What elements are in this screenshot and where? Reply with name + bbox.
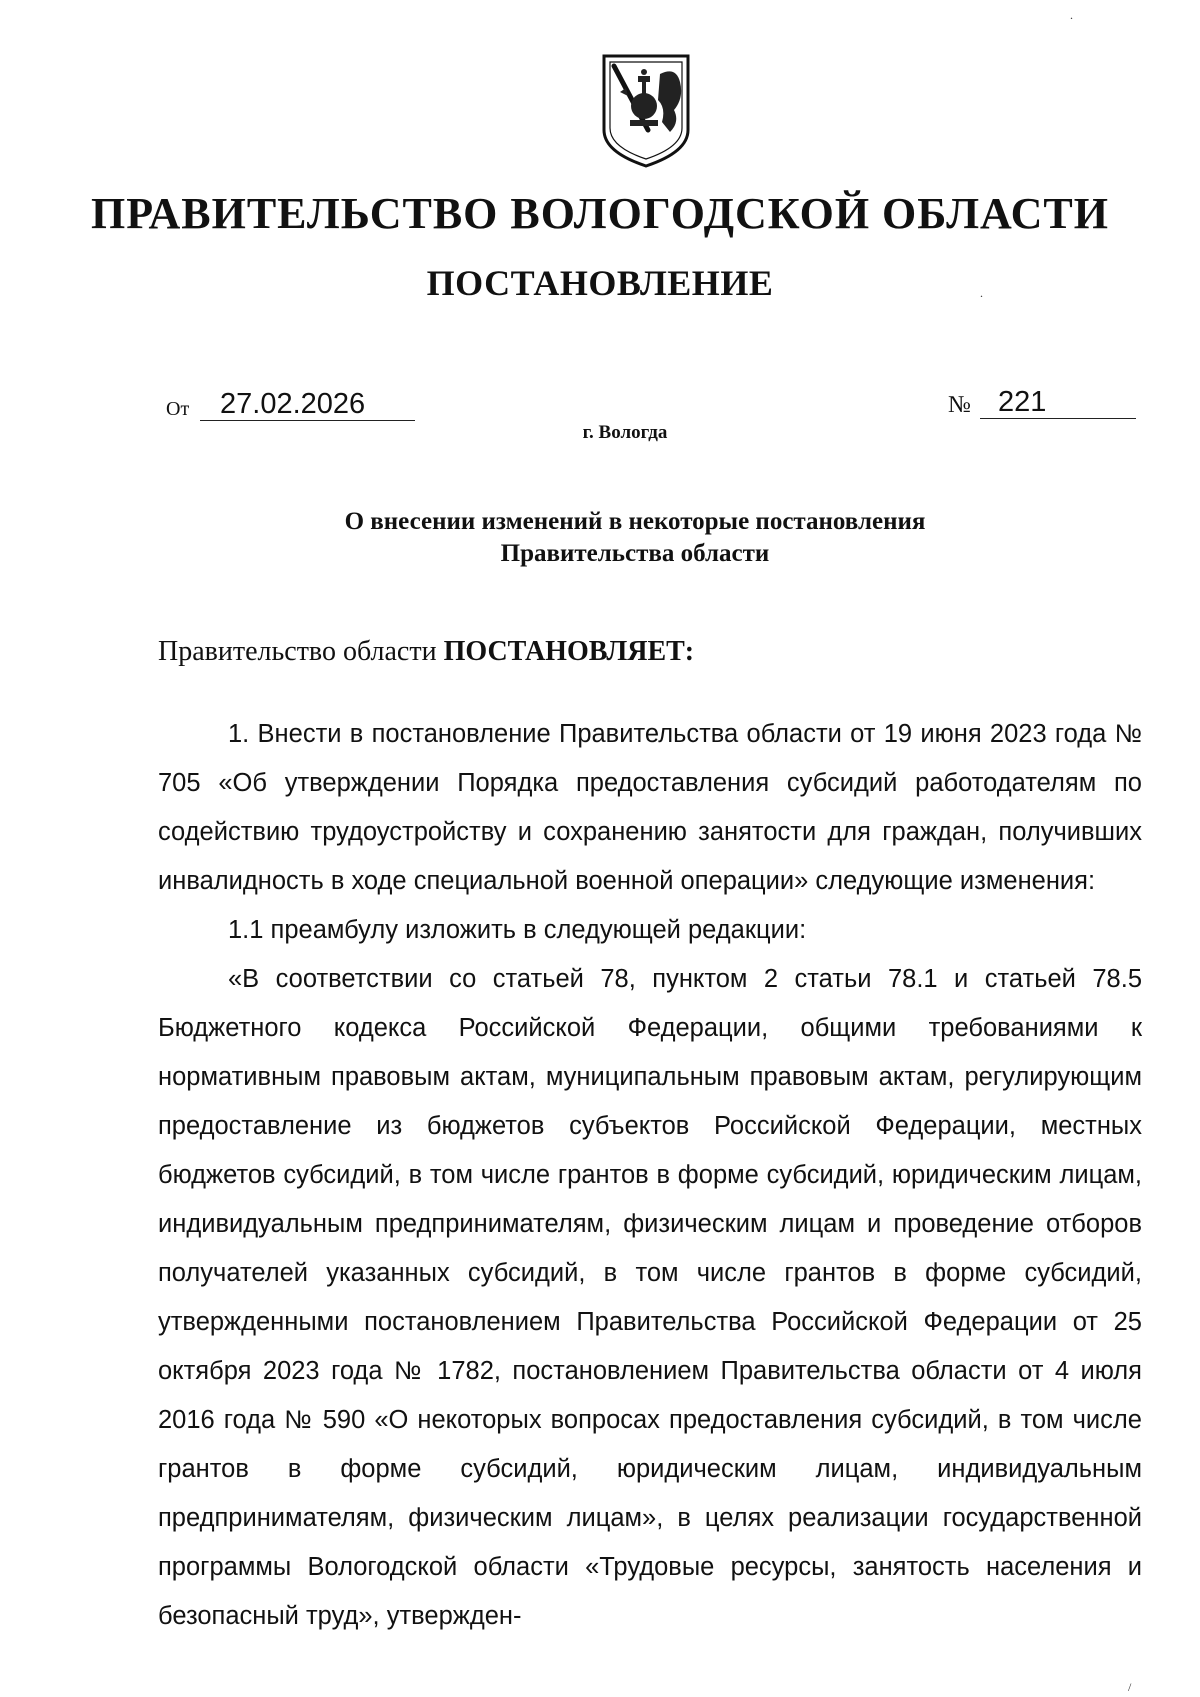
preamble-prefix: Правительство области bbox=[158, 636, 444, 667]
document-body bbox=[158, 710, 1142, 1641]
paragraph-2: 1.1 преамбулу изложить в следующей редакции: bbox=[228, 916, 807, 944]
decree-word: ПОСТАНОВЛЯЕТ: bbox=[443, 636, 695, 667]
date-label: От bbox=[166, 398, 190, 420]
scan-speck: . bbox=[1070, 8, 1073, 22]
document-subject bbox=[0, 506, 1200, 570]
document-date: 27.02.2026 bbox=[200, 388, 415, 421]
subject-line-2: Правительства области bbox=[500, 540, 770, 567]
coat-of-arms-vologda-icon bbox=[600, 52, 692, 170]
city: г. Вологда bbox=[582, 422, 668, 443]
scan-speck: . bbox=[980, 286, 983, 300]
paragraph-3: «В соответствии со статьей 78, пунктом 2 статьи 78.1 и статьей 78.5 Бюджетного кодекса Российской Федерации, общими требованиями к нормативным правовым актам, муниципальным правовым актам, регулирующим предоставление из бюджетов субъектов Российской Федерации, местных бюджетов субсидий, в том числе грантов в форме субсидий, юридическим лицам, индивидуальным предпринимателям, физическим лицам и проведение отборов получателей указанных субсидий, в том числе грантов в форме субсидий, утвержденными постановлением Правительства Российской Федерации от 25 октября 2023 года № 1782, постановлением Правительства области от 4 июля 2016 года № 590 «О некоторых вопросах предоставления субсидий, в том числе грантов в форме субсидий, юридическим лицам, индивидуальным предпринимателям, физическим лицам», в целях реализации государственной программы Вологодской области «Трудовые ресурсы, занятость населения и безопасный труд», утвержден- bbox=[158, 965, 1142, 1630]
paragraph-1: 1. Внести в постановление Правительства области от 19 июня 2023 года № 705 «Об утверждении Порядка предоставления субсидий работодателям по содействию трудоустройству и сохранению занятости для граждан, получивших инвалидность в ходе специальной военной операции» следующие изменения: bbox=[158, 720, 1142, 895]
subject-line-1: О внесении изменений в некоторые постановления bbox=[344, 508, 926, 535]
organization-title: ПРАВИТЕЛЬСТВО ВОЛОГОДСКОЙ ОБЛАСТИ bbox=[91, 189, 1109, 238]
document-type: ПОСТАНОВЛЕНИЕ bbox=[426, 263, 774, 303]
number-label: № bbox=[948, 392, 971, 418]
document-number: 221 bbox=[980, 386, 1136, 419]
scan-speck: / bbox=[1128, 1680, 1132, 1694]
preamble bbox=[158, 636, 694, 668]
